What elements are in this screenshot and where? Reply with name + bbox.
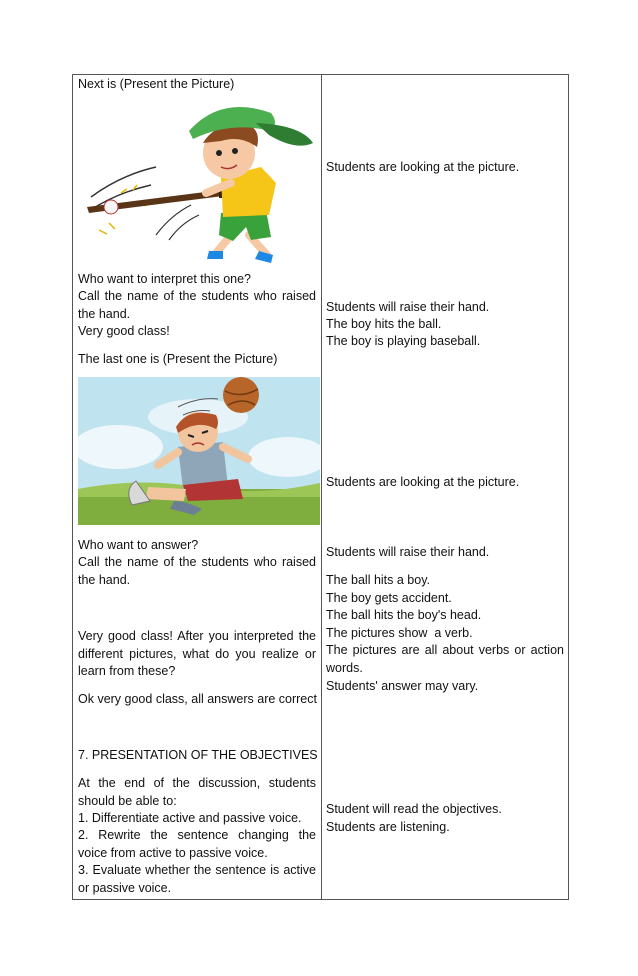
ok-good-text: Ok very good class, all answers are correct <box>78 692 317 706</box>
call-name-text-2: Call the name of the students who raised the hand. <box>78 555 316 587</box>
answer-ball-hits-boy: The ball hits a boy. <box>326 573 430 587</box>
answer-pictures-about: The pictures are all about verbs or action words. <box>326 643 564 675</box>
boy-batting-image <box>81 95 317 265</box>
boy-hit-by-ball-image <box>78 377 320 525</box>
call-name-text-1: Call the name of the students who raised the hand. <box>78 289 316 321</box>
column-divider <box>321 75 322 899</box>
section-title: 7. PRESENTATION OF THE OBJECTIVES <box>78 748 318 762</box>
looking-text-2: Students are looking at the picture. <box>326 475 520 489</box>
very-good-text-1: Very good class! <box>78 324 170 338</box>
objectives-intro: At the end of the discussion, students should be able to: <box>78 776 316 808</box>
answers-vary-text: Students' answer may vary. <box>326 679 479 693</box>
who-interpret-text: Who want to interpret this one? <box>78 272 252 286</box>
answer-boy-hits: The boy hits the ball. <box>326 317 442 331</box>
listening-text: Students are listening. <box>326 820 450 834</box>
looking-text-1: Students are looking at the picture. <box>326 160 520 174</box>
answer-pictures-verb: The pictures show a verb. <box>326 626 473 640</box>
read-objectives-text: Student will read the objectives. <box>326 802 502 816</box>
objective-1: 1. Differentiate active and passive voice. <box>78 811 302 825</box>
objective-3: 3. Evaluate whether the sentence is active or passive voice. <box>78 863 316 895</box>
lesson-table <box>72 74 569 900</box>
who-answer-text: Who want to answer? <box>78 538 199 552</box>
present-picture-text-1: Next is (Present the Picture) <box>78 77 235 91</box>
raise-hand-text-1: Students will raise their hand. <box>326 300 490 314</box>
answer-ball-head: The ball hits the boy's head. <box>326 608 482 622</box>
objective-2: 2. Rewrite the sentence changing the voice from active to passive voice. <box>78 828 316 860</box>
answer-boy-playing: The boy is playing baseball. <box>326 334 481 348</box>
answer-boy-accident: The boy gets accident. <box>326 591 452 605</box>
very-good-text-2: Very good class! After you interpreted the different pictures, what do you realize or learn from these? <box>78 629 316 678</box>
present-picture-text-2: The last one is (Present the Picture) <box>78 352 278 366</box>
raise-hand-text-2: Students will raise their hand. <box>326 545 490 559</box>
